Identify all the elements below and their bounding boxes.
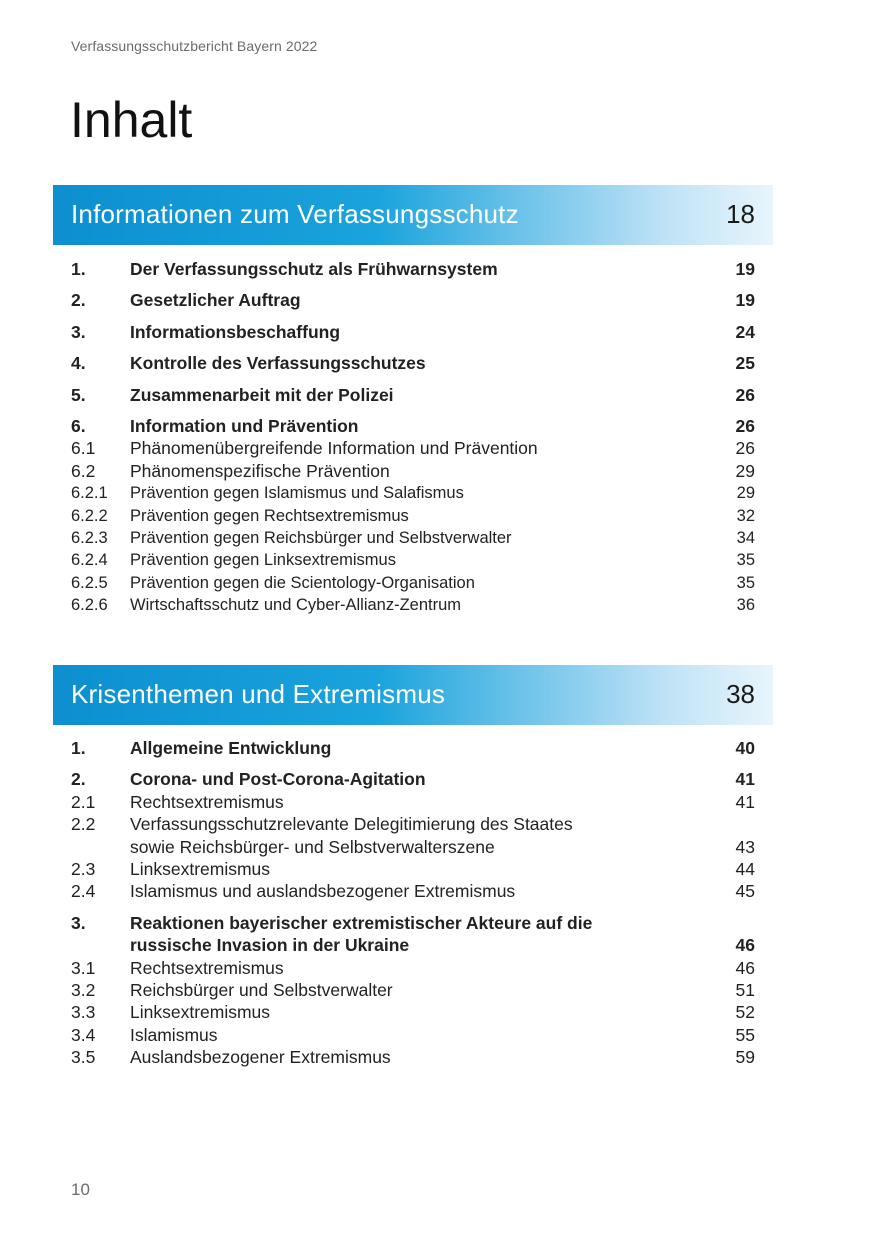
toc-entry-label: Auslandsbezogener Extremismus [130, 1047, 391, 1068]
running-header: Verfassungsschutzbericht Bayern 2022 [71, 38, 318, 54]
toc-entry[interactable] [71, 1046, 755, 1068]
toc-entry[interactable] [71, 957, 755, 979]
toc-entry-page: 52 [735, 1002, 755, 1023]
section-banner-krisenthemen[interactable] [53, 665, 773, 725]
toc-list-section-2 [71, 737, 755, 1068]
toc-entry-number: 6.2.2 [71, 506, 108, 525]
toc-entry-number: 3. [71, 912, 86, 933]
toc-entry-number: 3.2 [71, 979, 96, 1000]
toc-entry-label: sowie Reichsbürger- und Selbstverwalterszene [130, 836, 495, 857]
toc-entry-page: 59 [735, 1047, 755, 1068]
toc-entry-number: 3.4 [71, 1024, 96, 1045]
toc-entry-label: Linksextremismus [130, 1002, 271, 1023]
toc-entry-label: Linksextremismus [130, 858, 271, 879]
toc-entry[interactable] [71, 352, 755, 374]
toc-entry[interactable] [71, 482, 755, 504]
toc-entry-label: Informationsbeschaffung [130, 321, 341, 342]
section-page-number: 18 [726, 199, 755, 229]
toc-entry-page: 34 [736, 528, 755, 547]
toc-entry-number: 6.1 [71, 438, 96, 459]
toc-entry[interactable] [71, 527, 755, 549]
toc-entry-number: 2.2 [71, 814, 96, 835]
toc-entry-label: Gesetzlicher Auftrag [130, 290, 301, 311]
toc-entry[interactable] [71, 321, 755, 343]
toc-entry-label: Rechtsextremismus [130, 957, 284, 978]
toc-entry[interactable] [71, 505, 755, 527]
toc-entry-number: 6.2.4 [71, 551, 108, 570]
toc-entry[interactable] [71, 289, 755, 311]
toc-entry[interactable] [71, 384, 755, 406]
toc-entry-number: 1. [71, 259, 86, 279]
toc-entry-label: Kontrolle des Verfassungsschutzes [130, 353, 426, 374]
toc-entry-label: Prävention gegen Islamismus und Salafismus [130, 484, 464, 503]
toc-entry[interactable] [71, 1001, 755, 1023]
toc-entry-page: 32 [736, 506, 755, 525]
toc-entry[interactable] [71, 737, 755, 759]
toc-entry-number: 6.2.3 [71, 528, 108, 547]
toc-entry-page: 19 [735, 290, 755, 311]
toc-entry-label: Wirtschaftsschutz und Cyber-Allianz-Zentrum [130, 596, 462, 615]
section-banner-informationen[interactable] [53, 185, 773, 245]
toc-entry-label: Allgemeine Entwicklung [130, 738, 332, 758]
toc-entry-page: 46 [735, 935, 755, 956]
toc-entry-label: Prävention gegen Linksextremismus [130, 551, 396, 570]
toc-entry-page: 35 [736, 551, 755, 570]
toc-entry-page: 19 [735, 259, 755, 279]
toc-entry-number: 6.2.6 [71, 596, 108, 615]
toc-entry[interactable] [71, 415, 755, 437]
toc-entry-label: Der Verfassungsschutz als Frühwarnsystem [130, 259, 498, 279]
toc-entry-number: 2.4 [71, 881, 96, 902]
toc-entry[interactable] [71, 572, 755, 594]
section-title: Informationen zum Verfassungsschutz [71, 199, 519, 229]
toc-entry-number: 2.1 [71, 791, 96, 812]
toc-entry-page: 25 [735, 353, 755, 374]
toc-entry[interactable] [71, 594, 755, 616]
toc-entry-label: Zusammenarbeit mit der Polizei [130, 384, 394, 405]
page-number: 10 [71, 1180, 90, 1199]
toc-entry-page: 29 [736, 484, 755, 503]
toc-entry-label: Phänomenübergreifende Information und Prävention [130, 438, 538, 459]
toc-entry[interactable] [71, 813, 755, 835]
toc-entry-number: 6. [71, 415, 86, 436]
toc-entry-number: 2.3 [71, 858, 96, 879]
toc-entry-page: 55 [735, 1024, 755, 1045]
toc-entry[interactable] [71, 768, 755, 790]
toc-entry-number: 1. [71, 738, 86, 758]
toc-entry-page: 43 [735, 836, 755, 857]
toc-entry-label: Rechtsextremismus [130, 791, 284, 812]
toc-entry-page: 29 [735, 460, 755, 481]
toc-entry-number: 3.3 [71, 1002, 96, 1023]
toc-entry[interactable] [71, 880, 755, 902]
toc-entry-number: 6.2 [71, 460, 96, 481]
toc-entry-page: 26 [735, 438, 755, 459]
toc-entry-number: 2. [71, 769, 86, 790]
toc-entry-label: Prävention gegen Reichsbürger und Selbstverwalter [130, 528, 512, 547]
toc-entry-page: 24 [735, 321, 755, 342]
toc-entry-label: Islamismus und auslandsbezogener Extremismus [130, 881, 516, 902]
toc-entry-label: Corona- und Post-Corona-Agitation [130, 769, 426, 790]
toc-entry[interactable] [71, 437, 755, 459]
toc-entry-continuation[interactable] [71, 836, 755, 858]
toc-entry-label: russische Invasion in der Ukraine [130, 935, 410, 956]
toc-entry-number: 4. [71, 353, 86, 374]
toc-entry-page: 26 [735, 384, 755, 405]
toc-entry[interactable] [71, 460, 755, 482]
toc-entry-label: Prävention gegen die Scientology-Organisation [130, 573, 475, 592]
toc-entry-label: Information und Prävention [130, 415, 359, 436]
toc-entry-page: 41 [735, 769, 755, 790]
toc-entry-label: Islamismus [130, 1024, 218, 1045]
toc-entry-page: 40 [735, 738, 755, 758]
toc-entry[interactable] [71, 912, 755, 934]
toc-entry[interactable] [71, 858, 755, 880]
section-title: Krisenthemen und Extremismus [71, 679, 446, 709]
toc-entry-label: Phänomenspezifische Prävention [130, 460, 390, 481]
toc-entry-number: 3. [71, 321, 86, 342]
toc-entry[interactable] [71, 979, 755, 1001]
toc-entry-number: 6.2.5 [71, 573, 108, 592]
toc-entry-page: 26 [735, 415, 755, 436]
toc-entry[interactable] [71, 1024, 755, 1046]
toc-entry[interactable] [71, 549, 755, 571]
toc-entry[interactable] [71, 258, 755, 280]
toc-entry-page: 51 [735, 979, 755, 1000]
page-title: Inhalt [70, 92, 193, 148]
toc-entry-page: 44 [735, 858, 755, 879]
toc-entry-page: 41 [735, 791, 755, 812]
toc-list-section-1 [71, 258, 755, 616]
section-page-number: 38 [726, 679, 755, 709]
toc-entry-page: 35 [736, 573, 755, 592]
toc-entry-number: 3.5 [71, 1047, 96, 1068]
toc-entry-number: 3.1 [71, 957, 96, 978]
toc-entry-page: 46 [735, 957, 755, 978]
toc-entry-label: Reichsbürger und Selbstverwalter [130, 979, 393, 1000]
toc-entry-label: Reaktionen bayerischer extremistischer Akteure auf die [130, 912, 593, 933]
toc-entry-label: Verfassungsschutzrelevante Delegitimierung des Staates [130, 814, 573, 835]
toc-entry[interactable] [71, 791, 755, 813]
toc-entry-number: 6.2.1 [71, 484, 108, 503]
toc-entry-number: 5. [71, 384, 86, 405]
toc-entry-page: 36 [736, 596, 755, 615]
toc-entry-page: 45 [735, 881, 755, 902]
toc-entry-number: 2. [71, 290, 86, 311]
toc-entry-continuation[interactable] [71, 934, 755, 956]
toc-entry-label: Prävention gegen Rechtsextremismus [130, 506, 409, 525]
